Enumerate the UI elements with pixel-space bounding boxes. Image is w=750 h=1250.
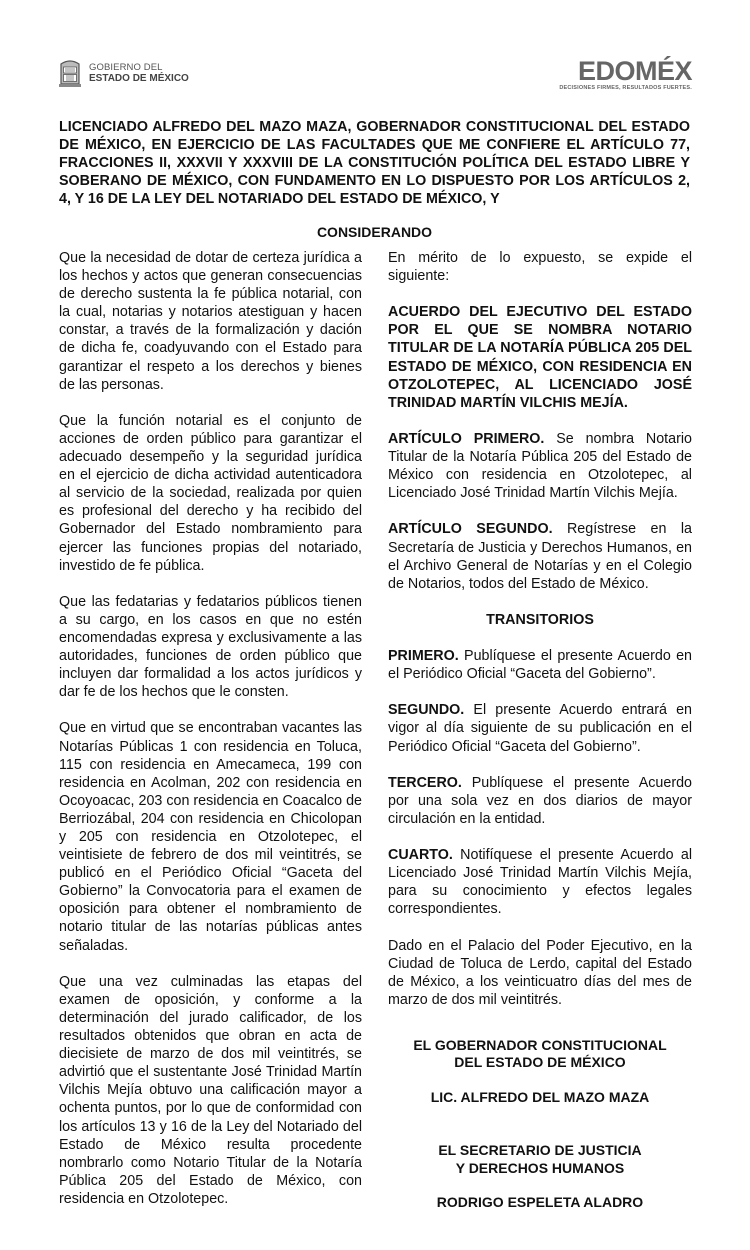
document-header <box>57 56 692 96</box>
signature-title: Y DERECHOS HUMANOS <box>455 1159 625 1176</box>
left-column <box>59 249 362 1226</box>
signature-title: DEL ESTADO DE MÉXICO <box>454 1054 626 1071</box>
edomex-tagline: DECISIONES FIRMES, RESULTADOS FUERTES. <box>559 85 692 91</box>
transitorio-label: SEGUNDO. <box>388 702 465 719</box>
transitorio-tercero <box>388 774 692 828</box>
considerando-paragraph: Que en virtud que se encontraban vacantes las Notarías Públicas 1 con residencia en Toluca, 115 con residencia en Amecameca, 199 con residencia en Acolman, 202 con residencia en Ocoyoacac, 203 con residencia en Coacalco de Berriozábal, 204 con residencia en Chicolopan y 205 con residencia en Otzolotepec, el veintisiete de febrero de dos mil veintitrés, se publicó en el Periódico Oficial “Gaceta del Gobierno” la Convocatoria para el examen de oposición para obtener el nombramiento de notario titular de las notarías públicas antes señaladas. <box>59 720 362 954</box>
edomex-wordmark: EDOMÉX <box>577 56 692 86</box>
acuerdo-title: ACUERDO DEL EJECUTIVO DEL ESTADO POR EL QUE SE NOMBRA NOTARIO TITULAR DE LA NOTARÍA PÚBLICA 205 DEL ESTADO DE MÉXICO, CON RESIDENCIA EN OTZOLOTEPEC, AL LICENCIADO JOSÉ TRINIDAD MARTÍN VILCHIS MEJÍA. <box>388 304 692 411</box>
preamble: LICENCIADO ALFREDO DEL MAZO MAZA, GOBERNADOR CONSTITUCIONAL DEL ESTADO DE MÉXICO, EN EJERCICIO DE LAS FACULTADES QUE ME CONFIERE EL ARTÍCULO 77, FRACCIONES II, XXXVII Y XXXVIII DE LA CONSTITUCIÓN POLÍTICA DEL ESTADO LIBRE Y SOBERANO DE MÉXICO, CON FUNDAMENTO EN LO DISPUESTO POR LOS ARTÍCULOS 2, 4, Y 16 DE LA LEY DEL NOTARIADO DEL ESTADO DE MÉXICO, Y <box>59 119 690 207</box>
article-text: Se nombra Notario Titular de la Notaría Pública 205 del Estado de México con residencia en Otzolotepec, al Licenciado José Trinidad Martín Vilchis Mejía. <box>388 430 692 502</box>
right-column <box>388 249 692 1212</box>
transitorio-primero <box>388 647 692 683</box>
gobierno-logo <box>57 58 189 88</box>
considerando-heading: CONSIDERANDO <box>316 224 433 240</box>
transitorio-text: Notifíquese el presente Acuerdo al Licenciado José Trinidad Martín Vilchis Mejía, para su conocimiento y efectos legales correspondientes. <box>388 847 692 918</box>
signature-name: LIC. ALFREDO DEL MAZO MAZA <box>430 1088 650 1105</box>
signature-title: EL GOBERNADOR CONSTITUCIONAL <box>413 1036 667 1053</box>
signature-governor <box>388 1037 692 1107</box>
edomex-brand-logo <box>559 58 692 91</box>
dado-en-palacio: Dado en el Palacio del Poder Ejecutivo, en la Ciudad de Toluca de Lerdo, capital del Estado de México, a los veinticuatro días del mes de marzo de dos mil veintitrés. <box>388 937 692 1008</box>
transitorio-segundo <box>388 701 692 755</box>
transitorio-text: Publíquese el presente Acuerdo por una sola vez en dos diarios de mayor circulación en la entidad. <box>388 774 692 827</box>
transitorio-cuarto <box>388 846 692 918</box>
article-primero <box>388 430 692 502</box>
state-coat-of-arms-icon <box>57 58 83 88</box>
transitorio-label: PRIMERO. <box>388 648 459 665</box>
article-label: ARTÍCULO SEGUNDO. <box>388 521 553 538</box>
article-segundo <box>388 520 692 592</box>
transitorio-text: El presente Acuerdo entrará en vigor al día siguiente de su publicación en el Periódico Oficial “Gaceta del Gobierno”. <box>388 702 692 755</box>
considerando-paragraph: Que la función notarial es el conjunto de acciones de orden público para garantizar el adecuado desempeño y la seguridad jurídica en el ejercicio de dicha actividad autenticadora al servicio de la sociedad, realizada por quien es profesional del derecho y ha recibido del Gobernador del Estado nombramiento para ejercer las funciones propias del notariado, investido de fe pública. <box>59 412 362 574</box>
article-label: ARTÍCULO PRIMERO. <box>388 430 545 447</box>
signature-name: RODRIGO ESPELETA ALADRO <box>436 1194 644 1211</box>
considerando-paragraph: Que la necesidad de dotar de certeza jurídica a los hechos y actos que generan consecuencias de derecho sustenta la fe pública notarial, con la cual, notarias y notarios atestiguan y hacen constar, a través de la formalización y dación de dicha fe, coadyuvando con el Estado para garantizar el respeto a los derechos y bienes de las personas. <box>59 250 362 393</box>
transitorios-heading: TRANSITORIOS <box>486 611 594 628</box>
gov-logo-line2: ESTADO DE MÉXICO <box>89 73 189 84</box>
considerando-paragraph: Que una vez culminadas las etapas del examen de oposición, y conforme a la determinación del jurado calificador, de los resultados obtenidos que obran en acta de diecisiete de marzo de dos mil veintitrés, se advirtió que el sustentante José Trinidad Martín Vilchis Mejía obtuvo una calificación mayor a ochenta puntos, por lo que de conformidad con los artículos 13 y 16 de la Ley del Notariado del Estado de México resulta procedente nombrarlo como Notario Titular de la Notaría Pública 205 del Estado de México, con residencia en Otzolotepec. <box>59 973 362 1207</box>
transitorio-text: Publíquese el presente Acuerdo en el Periódico Oficial “Gaceta del Gobierno”. <box>388 648 692 683</box>
transitorio-label: TERCERO. <box>388 774 462 791</box>
article-text: Regístrese en la Secretaría de Justicia y Derechos Humanos, en el Archivo General de Notarías y en el Colegio de Notarios, todos del Estado de México. <box>388 521 692 592</box>
considerando-paragraph: Que las fedatarias y fedatarios públicos tienen a su cargo, en los casos en que no estén encomendadas expresa y exclusivamente a las autoridades, funciones de orden público que incluyen dar formalidad a los actos jurídicos y dar fe de los hechos que le consten. <box>59 593 362 701</box>
expide-intro: En mérito de lo expuesto, se expide el siguiente: <box>388 250 692 285</box>
signature-title: EL SECRETARIO DE JUSTICIA <box>438 1142 642 1159</box>
signature-secretary <box>388 1142 692 1212</box>
transitorio-label: CUARTO. <box>388 847 453 864</box>
gov-logo-line1: GOBIERNO DEL <box>89 62 163 73</box>
